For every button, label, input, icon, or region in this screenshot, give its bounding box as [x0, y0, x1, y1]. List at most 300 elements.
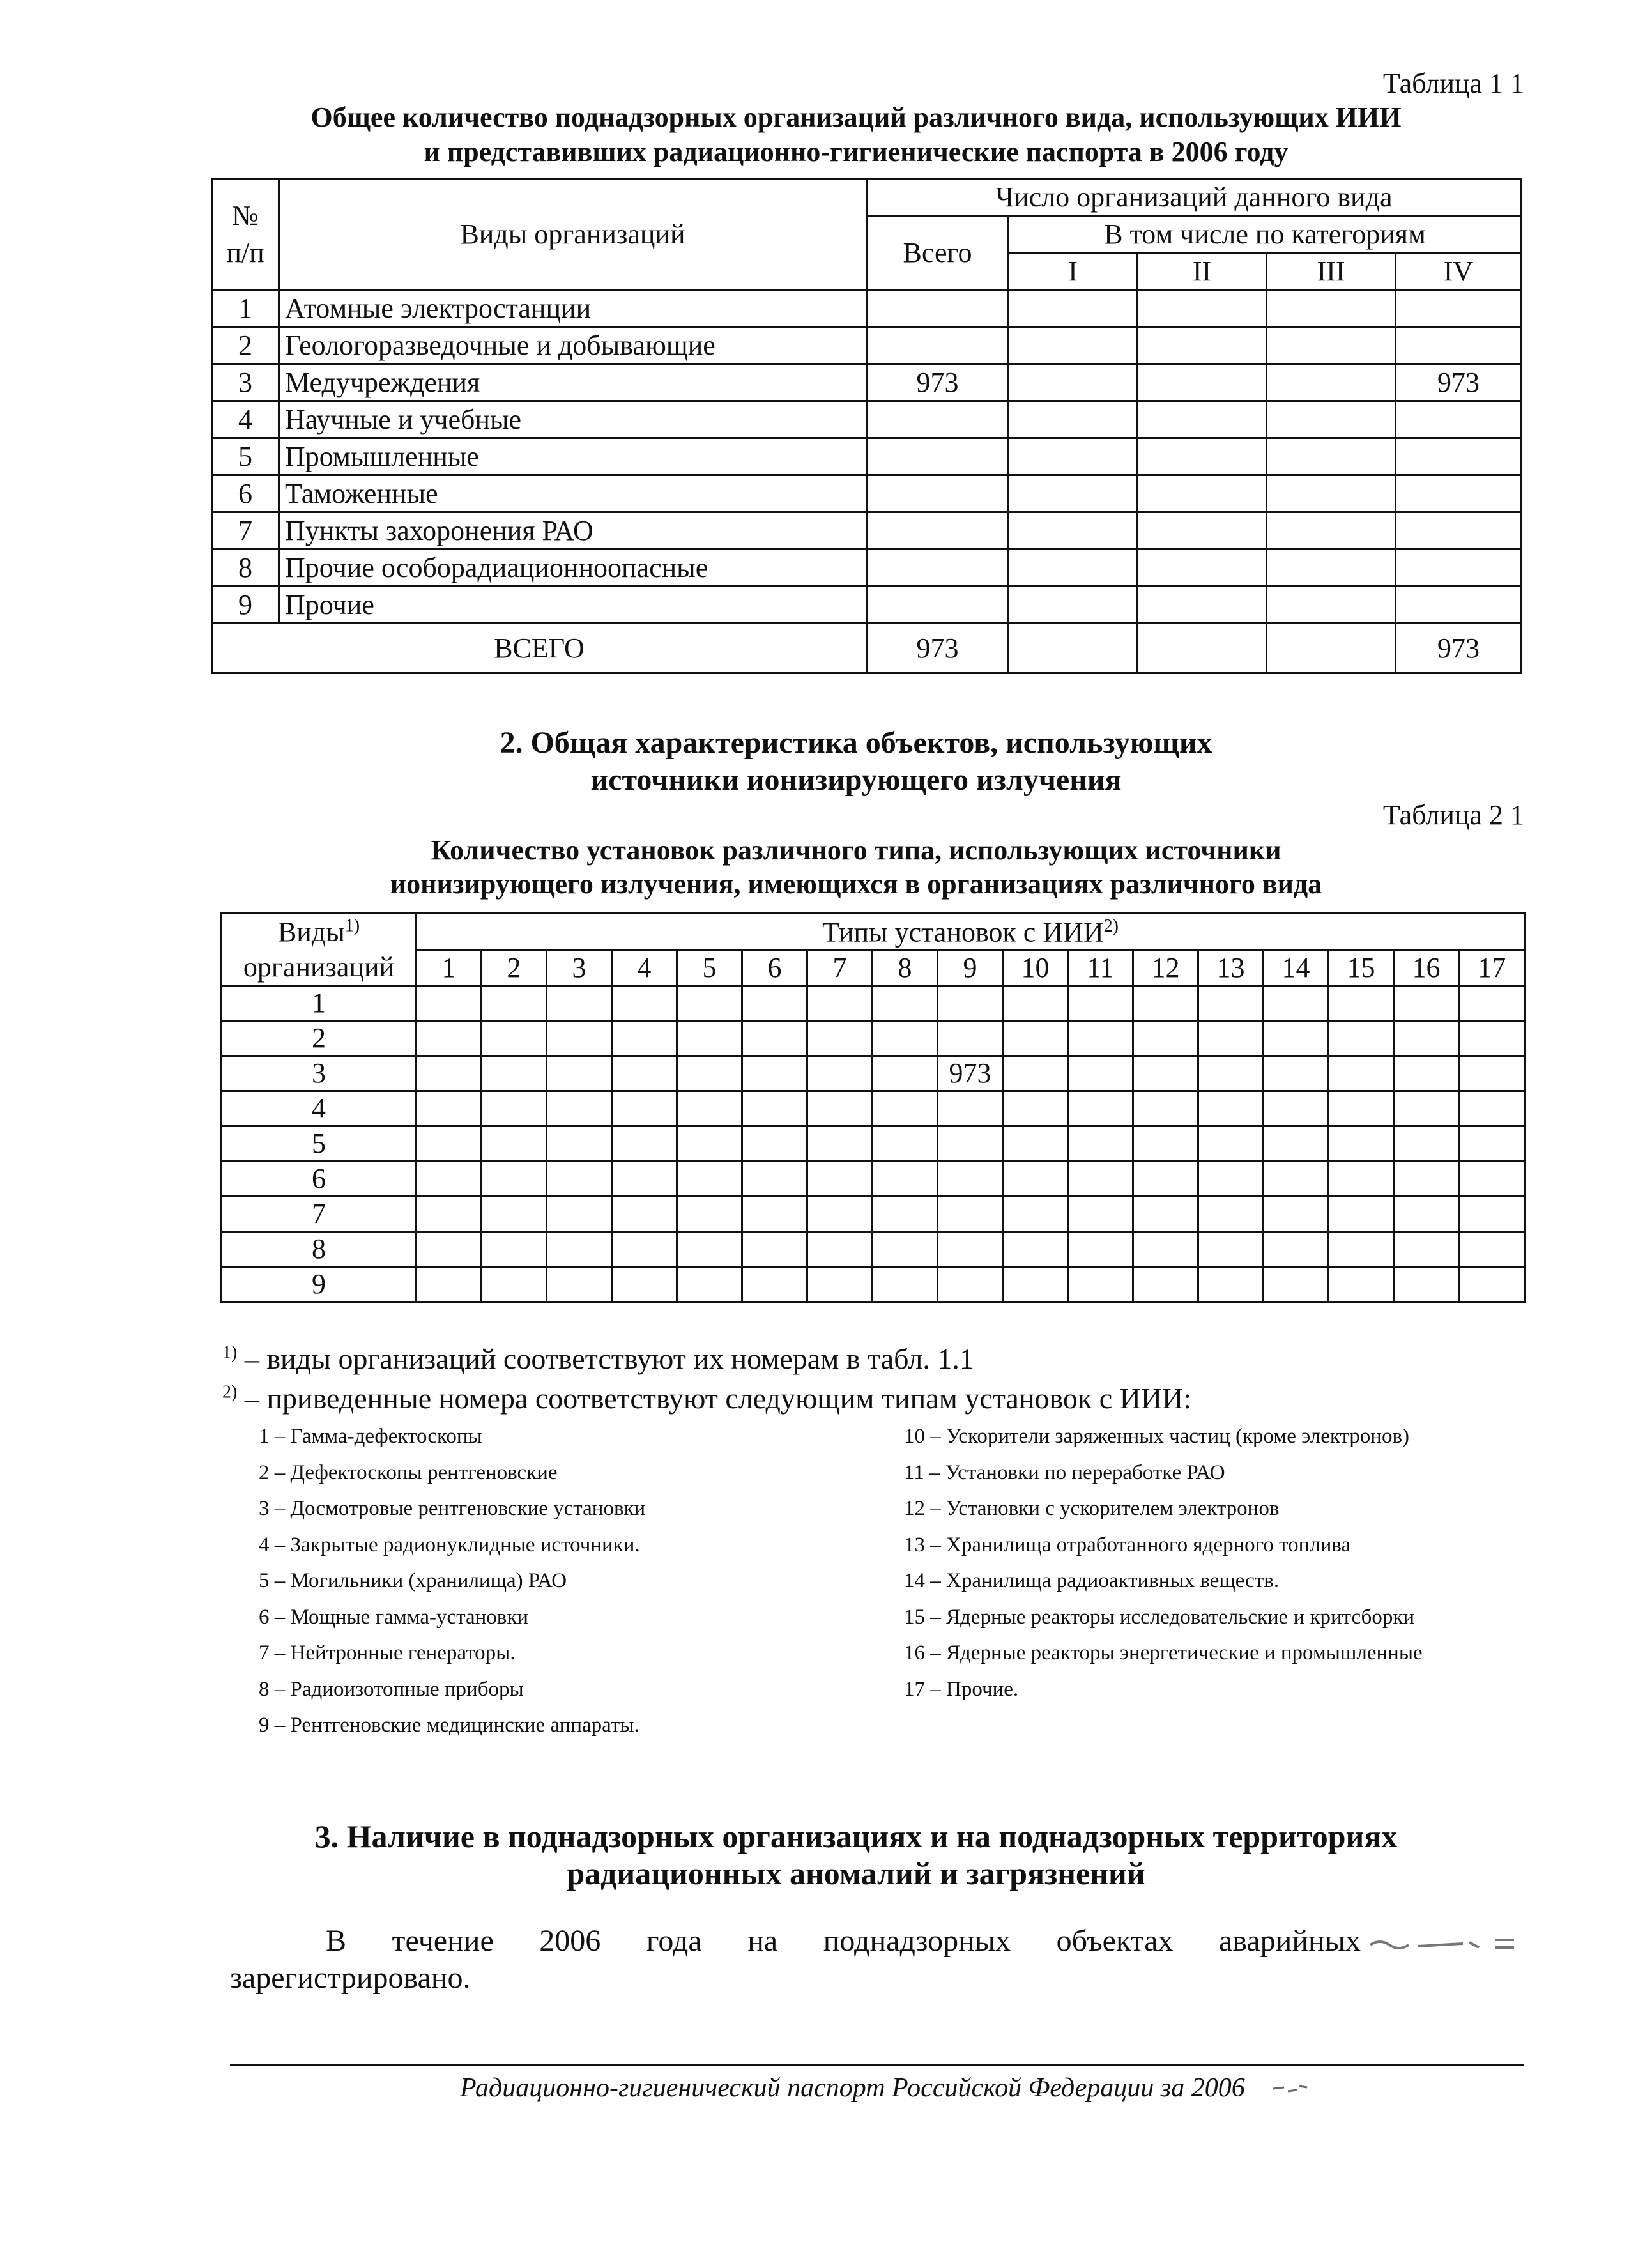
t2-cell — [1198, 1197, 1264, 1232]
types-list-item: 17 – Прочие. — [904, 1677, 1019, 1701]
t2-cell — [1003, 1197, 1068, 1232]
t1-cell-cat-4 — [1396, 512, 1522, 549]
t2-cell-kind: 1 — [222, 986, 417, 1021]
t1-row — [212, 549, 1522, 587]
t2-row — [222, 1091, 1525, 1126]
t1-cell-num: 8 — [212, 549, 279, 587]
t1-cell-total — [867, 290, 1009, 327]
t2-cell — [1133, 1267, 1198, 1302]
footnote-1-text: – виды организаций соответствуют их номерам в табл. 1.1 — [244, 1342, 974, 1375]
footer-smudge — [1271, 2080, 1310, 2099]
t2-cell — [742, 1197, 807, 1232]
t2-header-col-6: 6 — [742, 951, 807, 986]
t2-header-col-17: 17 — [1459, 951, 1525, 986]
t2-header-col-5: 5 — [677, 951, 742, 986]
t2-cell — [1394, 1126, 1459, 1162]
t1-cell-cat-3 — [1267, 364, 1396, 401]
t2-cell — [1329, 1162, 1394, 1197]
t1-row — [212, 512, 1522, 549]
t1-cell-num: 7 — [212, 512, 279, 549]
t2-cell — [612, 1267, 677, 1302]
t2-row — [222, 1056, 1525, 1091]
t2-cell — [1068, 1267, 1133, 1302]
t1-cell-total — [867, 549, 1009, 587]
t2-cell — [547, 1021, 612, 1056]
t2-cell — [1394, 1267, 1459, 1302]
t2-cell — [938, 1126, 1003, 1162]
t2-cell — [1264, 1056, 1329, 1091]
t2-cell — [677, 1267, 742, 1302]
t2-cell — [1133, 1091, 1198, 1126]
t2-cell — [1003, 1021, 1068, 1056]
t2-cell — [742, 1056, 807, 1091]
t1-cell-cat-1 — [1009, 549, 1138, 587]
t2-cell — [547, 1056, 612, 1091]
t2-cell — [547, 1197, 612, 1232]
t2-cell — [1459, 1267, 1525, 1302]
t1-cell-cat-3 — [1267, 475, 1396, 512]
t2-cell — [612, 1056, 677, 1091]
types-list-item: 8 – Радиоизотопные приборы — [259, 1677, 524, 1701]
t2-cell-kind: 6 — [222, 1162, 417, 1197]
t2-cell — [938, 986, 1003, 1021]
t2-cell — [742, 1021, 807, 1056]
t2-cell — [417, 1197, 482, 1232]
t2-cell-kind: 3 — [222, 1056, 417, 1091]
t1-header-cat-4: IV — [1396, 253, 1522, 290]
t2-cell — [417, 1267, 482, 1302]
t2-cell — [1394, 1091, 1459, 1126]
types-list-item: 7 – Нейтронные генераторы. — [259, 1641, 516, 1664]
t1-cell-total — [867, 587, 1009, 624]
t1-cell-cat-3 — [1267, 587, 1396, 624]
types-list-left — [259, 1425, 645, 1750]
t2-cell — [807, 1056, 873, 1091]
t2-cell — [1329, 1056, 1394, 1091]
t2-header-col-11: 11 — [1068, 951, 1133, 986]
t2-cell — [547, 986, 612, 1021]
types-list-item: 15 – Ядерные реакторы исследовательские и критсборки — [904, 1605, 1415, 1629]
t2-cell — [417, 986, 482, 1021]
t1-header-cat-3: III — [1267, 253, 1396, 290]
t2-cell — [1264, 1126, 1329, 1162]
t2-cell — [742, 986, 807, 1021]
t2-cell — [807, 1232, 873, 1267]
t1-cell-cat-4 — [1396, 290, 1522, 327]
t2-cell — [482, 1021, 547, 1056]
t2-cell — [1459, 1197, 1525, 1232]
t1-cell-cat-1 — [1009, 401, 1138, 438]
t1-cell-name: Промышленные — [279, 438, 867, 475]
section2-heading-line2: источники ионизирующего излучения — [590, 763, 1122, 797]
t2-cell — [1133, 1162, 1198, 1197]
t1-cell-cat-1 — [1009, 587, 1138, 624]
t2-cell — [677, 1162, 742, 1197]
t2-header-col-1: 1 — [417, 951, 482, 986]
t1-cell-cat-2 — [1138, 327, 1267, 364]
t1-row — [212, 327, 1522, 364]
t2-header-col-15: 15 — [1329, 951, 1394, 986]
t2-cell-kind: 5 — [222, 1126, 417, 1162]
t1-cell-cat-4 — [1396, 587, 1522, 624]
section3-paragraph-line2: зарегистрировано. — [230, 1961, 471, 1995]
t2-cell — [1459, 1056, 1525, 1091]
t1-row — [212, 364, 1522, 401]
t1-cell-total — [867, 475, 1009, 512]
t2-cell — [1329, 1197, 1394, 1232]
t2-cell — [482, 1197, 547, 1232]
t2-cell — [1329, 986, 1394, 1021]
t1-cell-cat-1 — [1009, 475, 1138, 512]
t1-header-kind: Виды организаций — [279, 179, 867, 290]
table2-title-line2: ионизирующего излучения, имеющихся в организациях различного вида — [390, 868, 1322, 900]
t1-cell-total — [867, 401, 1009, 438]
section3-paragraph-line1: В течение 2006 года на поднадзорных объектах аварийных — [326, 1924, 1361, 1958]
t2-cell — [677, 1232, 742, 1267]
t2-header-types-sup: 2) — [1103, 916, 1119, 936]
t2-cell — [1198, 986, 1264, 1021]
section3-heading-line1: 3. Наличие в поднадзорных организациях и на поднадзорных территориях — [314, 1818, 1398, 1854]
t2-cell — [612, 986, 677, 1021]
t2-cell — [1198, 1162, 1264, 1197]
table2-title-line1: Количество установок различного типа, использующих источники — [431, 834, 1281, 866]
t2-cell — [873, 1162, 938, 1197]
t2-cell — [1394, 986, 1459, 1021]
t2-cell — [1003, 986, 1068, 1021]
t1-cell-cat-2 — [1138, 401, 1267, 438]
t1-cell-num: 4 — [212, 401, 279, 438]
t1-cell-cat-2 — [1138, 549, 1267, 587]
t2-cell — [1264, 1162, 1329, 1197]
t2-cell — [1068, 1091, 1133, 1126]
t2-cell — [677, 1056, 742, 1091]
t2-cell — [1329, 1267, 1394, 1302]
t1-cell-num: 1 — [212, 290, 279, 327]
t2-header-col-9: 9 — [938, 951, 1003, 986]
t1-cell-name: Геологоразведочные и добывающие — [279, 327, 867, 364]
t2-header-types: Типы установок с ИИИ$^{2)}$ — [417, 914, 1525, 951]
t2-cell — [1459, 1021, 1525, 1056]
t1-header-by-category: В том числе по категориям — [1009, 216, 1522, 253]
t2-cell — [1003, 1091, 1068, 1126]
t2-cell — [547, 1267, 612, 1302]
section2-heading-line1: 2. Общая характеристика объектов, использующих — [500, 726, 1212, 760]
t1-total-c1 — [1009, 624, 1138, 673]
t2-cell — [417, 1126, 482, 1162]
t1-header-count-group: Число организаций данного вида — [867, 179, 1522, 216]
t1-header-cat-1: I — [1009, 253, 1138, 290]
t1-cell-cat-2 — [1138, 364, 1267, 401]
t1-cell-cat-1 — [1009, 327, 1138, 364]
t1-cell-num: 6 — [212, 475, 279, 512]
t1-cell-name: Прочие — [279, 587, 867, 624]
t2-cell — [1394, 1056, 1459, 1091]
t2-cell — [612, 1162, 677, 1197]
t2-cell — [1264, 1267, 1329, 1302]
t2-cell: 973 — [938, 1056, 1003, 1091]
t2-cell — [612, 1126, 677, 1162]
t2-cell — [873, 1056, 938, 1091]
t2-header-col-13: 13 — [1198, 951, 1264, 986]
t2-cell — [1329, 1126, 1394, 1162]
t1-cell-name: Научные и учебные — [279, 401, 867, 438]
t1-header-num: № п/п — [212, 179, 279, 290]
t2-cell — [1068, 1056, 1133, 1091]
footnote-1-mark: 1) — [222, 1342, 238, 1363]
t2-cell — [742, 1126, 807, 1162]
t2-cell — [807, 1197, 873, 1232]
t2-cell — [1133, 1021, 1198, 1056]
footnote-1 — [222, 1342, 974, 1376]
t2-cell — [1394, 1232, 1459, 1267]
t2-cell — [482, 1267, 547, 1302]
t2-cell — [742, 1232, 807, 1267]
t2-cell — [1003, 1162, 1068, 1197]
t1-cell-cat-4 — [1396, 327, 1522, 364]
t2-cell — [742, 1267, 807, 1302]
types-list-item: 14 – Хранилища радиоактивных веществ. — [904, 1569, 1280, 1592]
footer-rule — [230, 2064, 1524, 2066]
t2-cell — [612, 1021, 677, 1056]
t2-header-kinds — [222, 914, 417, 986]
t1-cell-cat-3 — [1267, 327, 1396, 364]
t2-cell — [1394, 1021, 1459, 1056]
t2-cell — [1068, 1232, 1133, 1267]
t2-cell — [807, 1091, 873, 1126]
t2-cell — [482, 1232, 547, 1267]
t1-cell-cat-2 — [1138, 587, 1267, 624]
t1-cell-cat-4: 973 — [1396, 364, 1522, 401]
t2-cell — [873, 1126, 938, 1162]
t1-cell-cat-3 — [1267, 438, 1396, 475]
t1-total-total: 973 — [867, 624, 1009, 673]
t2-cell — [612, 1232, 677, 1267]
t2-header-col-12: 12 — [1133, 951, 1198, 986]
table1 — [211, 178, 1522, 674]
t2-cell — [482, 1056, 547, 1091]
t2-row — [222, 986, 1525, 1021]
t2-cell — [1133, 1197, 1198, 1232]
t2-cell — [1264, 1197, 1329, 1232]
t1-cell-cat-1 — [1009, 438, 1138, 475]
t2-cell — [1068, 1162, 1133, 1197]
t2-cell — [1198, 1021, 1264, 1056]
t2-cell — [417, 1232, 482, 1267]
types-list-item: 16 – Ядерные реакторы энергетические и промышленные — [904, 1641, 1423, 1664]
t1-total-c4: 973 — [1396, 624, 1522, 673]
t2-cell — [1198, 1267, 1264, 1302]
t2-cell — [807, 1162, 873, 1197]
t2-cell — [938, 1197, 1003, 1232]
types-list-item: 2 – Дефектоскопы рентгеновские — [259, 1461, 558, 1484]
t2-cell — [1003, 1126, 1068, 1162]
t2-cell — [1264, 1021, 1329, 1056]
t2-header-col-2: 2 — [482, 951, 547, 986]
t2-cell — [873, 1197, 938, 1232]
types-list-item: 5 – Могильники (хранилища) РАО — [259, 1569, 567, 1592]
t2-cell-kind: 2 — [222, 1021, 417, 1056]
t2-cell — [1198, 1091, 1264, 1126]
t2-cell — [1133, 986, 1198, 1021]
t1-cell-cat-4 — [1396, 549, 1522, 587]
t2-cell — [1394, 1162, 1459, 1197]
t2-cell — [1329, 1021, 1394, 1056]
t2-cell — [807, 1021, 873, 1056]
t2-header-kinds-sup: 1) — [344, 916, 360, 936]
t2-cell — [938, 1091, 1003, 1126]
types-list-right — [904, 1425, 1423, 1714]
t1-cell-cat-1 — [1009, 512, 1138, 549]
t1-cell-cat-3 — [1267, 401, 1396, 438]
t1-total-label: ВСЕГО — [212, 624, 867, 673]
t1-cell-cat-4 — [1396, 438, 1522, 475]
t2-cell — [677, 1126, 742, 1162]
t1-cell-cat-2 — [1138, 512, 1267, 549]
types-list-item: 11 – Установки по переработке РАО — [904, 1461, 1225, 1484]
smudged-text — [1367, 1931, 1520, 1956]
t2-cell — [677, 1091, 742, 1126]
t2-cell — [1133, 1126, 1198, 1162]
types-list-item: 13 – Хранилища отработанного ядерного топлива — [904, 1533, 1351, 1556]
t1-cell-total — [867, 512, 1009, 549]
footnote-2 — [222, 1381, 1191, 1415]
t2-cell — [873, 1232, 938, 1267]
types-list-item: 10 – Ускорители заряженных частиц (кроме электронов) — [904, 1425, 1410, 1448]
t2-row — [222, 1162, 1525, 1197]
table1-label: Таблица 1 1 — [1382, 68, 1524, 99]
t2-cell-kind: 8 — [222, 1232, 417, 1267]
t2-cell — [677, 986, 742, 1021]
t2-cell — [1329, 1232, 1394, 1267]
t2-cell — [1133, 1056, 1198, 1091]
t2-cell — [1394, 1197, 1459, 1232]
t2-cell — [1198, 1126, 1264, 1162]
t1-cell-cat-3 — [1267, 290, 1396, 327]
t1-cell-name: Таможенные — [279, 475, 867, 512]
t2-cell — [1003, 1056, 1068, 1091]
t2-cell — [1068, 1197, 1133, 1232]
t1-cell-name: Медучреждения — [279, 364, 867, 401]
t2-cell — [1133, 1232, 1198, 1267]
footnote-2-text: – приведенные номера соответствуют следующим типам установок с ИИИ: — [244, 1382, 1192, 1415]
t2-header-col-8: 8 — [873, 951, 938, 986]
t2-header-col-4: 4 — [612, 951, 677, 986]
t1-cell-name: Атомные электростанции — [279, 290, 867, 327]
t1-header-total: Всего — [867, 216, 1009, 290]
types-list-item: 4 – Закрытые радионуклидные источники. — [259, 1533, 640, 1556]
t1-cell-cat-1 — [1009, 290, 1138, 327]
types-list-item: 12 – Установки с ускорителем электронов — [904, 1497, 1280, 1520]
t2-cell — [482, 1091, 547, 1126]
t1-row — [212, 587, 1522, 624]
t2-cell — [807, 986, 873, 1021]
t2-row — [222, 1197, 1525, 1232]
t2-cell — [547, 1126, 612, 1162]
t2-cell — [612, 1091, 677, 1126]
t2-header-col-3: 3 — [547, 951, 612, 986]
t2-cell — [1459, 1091, 1525, 1126]
t2-cell — [677, 1021, 742, 1056]
section3-heading-line2: радиационных аномалий и загрязнений — [567, 1855, 1145, 1891]
types-list-item: 1 – Гамма-дефектоскопы — [259, 1425, 482, 1448]
t2-header-col-7: 7 — [807, 951, 873, 986]
t1-cell-cat-3 — [1267, 549, 1396, 587]
t2-cell — [807, 1126, 873, 1162]
t2-cell — [547, 1091, 612, 1126]
t1-total-c2 — [1138, 624, 1267, 673]
t1-total-c3 — [1267, 624, 1396, 673]
t2-cell — [1003, 1267, 1068, 1302]
t2-cell — [938, 1267, 1003, 1302]
t2-cell — [1068, 1021, 1133, 1056]
t2-cell — [807, 1267, 873, 1302]
table1-title-line1: Общее количество поднадзорных организаций различного вида, использующих ИИИ — [310, 102, 1402, 133]
t1-cell-cat-4 — [1396, 475, 1522, 512]
t2-cell — [482, 986, 547, 1021]
t2-cell — [1329, 1091, 1394, 1126]
t1-cell-cat-2 — [1138, 475, 1267, 512]
t1-cell-total — [867, 438, 1009, 475]
t2-cell — [417, 1091, 482, 1126]
t2-cell — [873, 1021, 938, 1056]
t2-cell — [1459, 1232, 1525, 1267]
t2-cell — [612, 1197, 677, 1232]
t2-cell — [873, 1267, 938, 1302]
t2-cell-kind: 9 — [222, 1267, 417, 1302]
t2-row — [222, 1021, 1525, 1056]
t1-cell-num: 5 — [212, 438, 279, 475]
t2-cell — [1198, 1056, 1264, 1091]
t2-cell — [873, 1091, 938, 1126]
t2-header-col-16: 16 — [1394, 951, 1459, 986]
t1-row — [212, 475, 1522, 512]
t2-cell — [1068, 1126, 1133, 1162]
t1-cell-total — [867, 327, 1009, 364]
t2-cell — [938, 1162, 1003, 1197]
t1-cell-cat-3 — [1267, 512, 1396, 549]
t1-row — [212, 438, 1522, 475]
t2-cell — [417, 1162, 482, 1197]
t2-cell — [1003, 1232, 1068, 1267]
t2-cell — [417, 1021, 482, 1056]
t2-cell — [742, 1091, 807, 1126]
t2-row — [222, 1267, 1525, 1302]
t2-cell-kind: 7 — [222, 1197, 417, 1232]
t1-cell-num: 3 — [212, 364, 279, 401]
t2-cell — [482, 1162, 547, 1197]
t2-cell — [677, 1197, 742, 1232]
t2-cell — [1198, 1232, 1264, 1267]
t2-cell — [1459, 986, 1525, 1021]
t2-header-col-10: 10 — [1003, 951, 1068, 986]
t1-cell-num: 9 — [212, 587, 279, 624]
t2-header-kinds-line1: Виды — [277, 916, 345, 948]
t2-cell — [1068, 986, 1133, 1021]
t2-cell — [742, 1162, 807, 1197]
t2-cell — [873, 986, 938, 1021]
types-list-item: 6 – Мощные гамма-установки — [259, 1605, 529, 1629]
t2-cell — [1264, 986, 1329, 1021]
table2-label: Таблица 2 1 — [1382, 799, 1524, 831]
t1-cell-cat-2 — [1138, 438, 1267, 475]
t1-cell-name: Прочие особорадиационноопасные — [279, 549, 867, 587]
t1-row — [212, 401, 1522, 438]
t1-cell-total: 973 — [867, 364, 1009, 401]
t2-cell — [1264, 1091, 1329, 1126]
types-list-item: 3 – Досмотровые рентгеновские установки — [259, 1497, 646, 1520]
t2-cell — [1264, 1232, 1329, 1267]
t2-cell — [547, 1232, 612, 1267]
